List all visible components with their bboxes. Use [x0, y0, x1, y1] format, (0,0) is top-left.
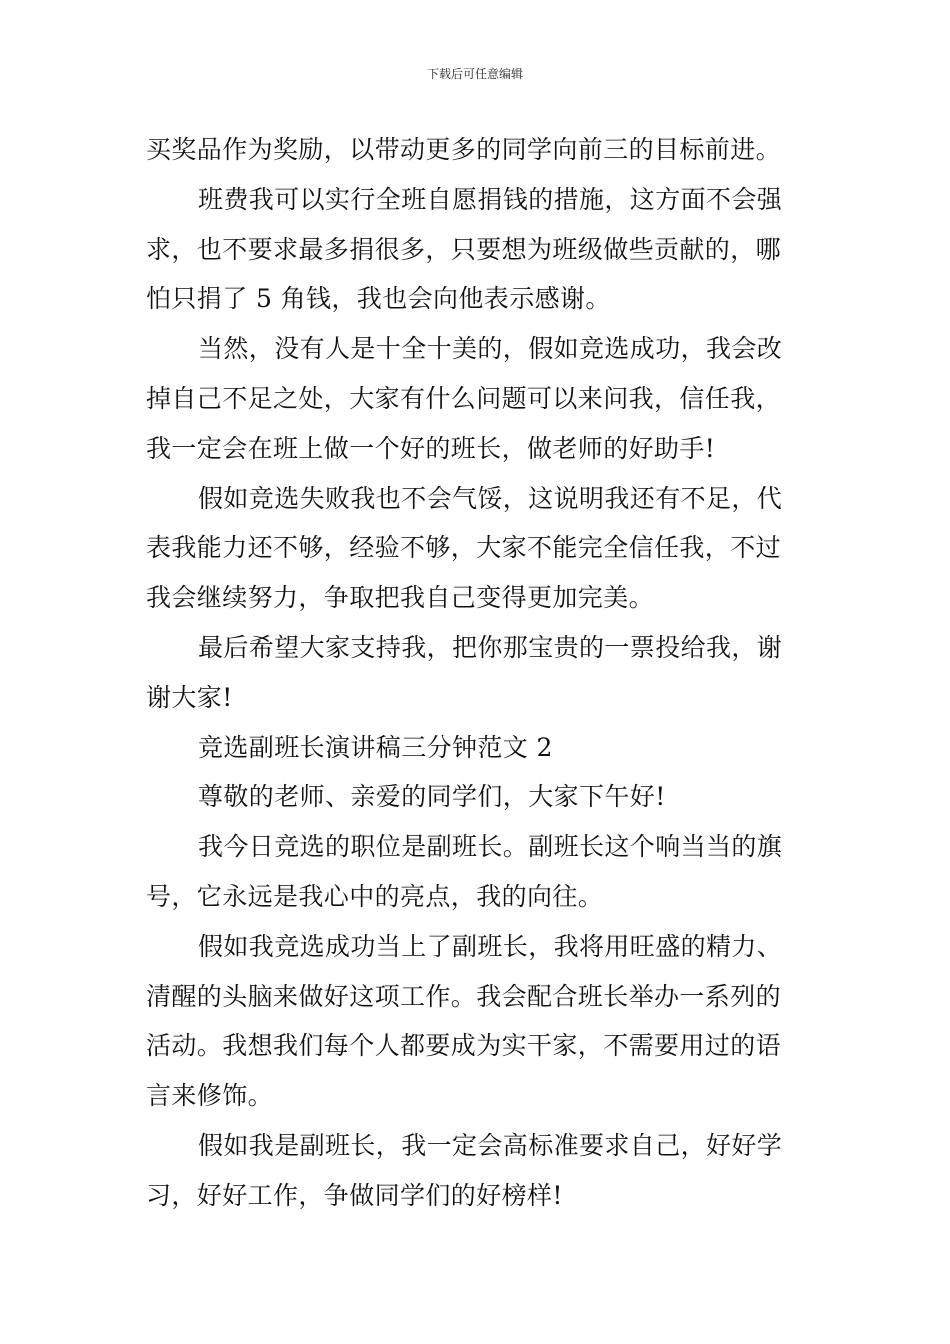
text-line: 怕只捐了 5 角钱，我也会向他表示感谢。 [146, 284, 611, 314]
text-line: 求，也不要求最多捐很多，只要想为班级做些贡献的，哪 [146, 234, 782, 264]
page-header: 下载后可任意编辑 [426, 67, 523, 81]
text-line: 假如竞选失败我也不会气馁，这说明我还有不足，代 [198, 483, 783, 513]
text-line: 清醒的头脑来做好这项工作。我会配合班长举办一系列的 [146, 981, 782, 1011]
document-body [146, 125, 806, 1221]
text-line: 活动。我想我们每个人都要成为实干家，不需要用过的语 [146, 1031, 782, 1061]
text-line: 最后希望大家支持我，把你那宝贵的一票投给我，谢 [198, 632, 783, 662]
text-line: 谢大家! [146, 682, 233, 712]
text-line: 班费我可以实行全班自愿捐钱的措施，这方面不会强 [198, 184, 783, 214]
text-line: 买奖品作为奖励，以带动更多的同学向前三的目标前进。 [146, 135, 782, 164]
text-line: 我今日竞选的职位是副班长。副班长这个响当当的旗 [198, 832, 783, 862]
text-line: 我会继续努力，争取把我自己变得更加完美。 [146, 583, 655, 613]
greeting-line: 尊敬的老师、亲爱的同学们，大家下午好! [198, 782, 666, 812]
text-line: 假如我竞选成功当上了副班长，我将用旺盛的精力、 [198, 931, 783, 961]
section-title: 竞选副班长演讲稿三分钟范文 2 [198, 732, 553, 762]
text-line: 当然，没有人是十全十美的，假如竞选成功，我会改 [198, 334, 783, 364]
text-line: 习，好好工作，争做同学们的好榜样! [146, 1180, 563, 1210]
text-line: 表我能力还不够，经验不够，大家不能完全信任我，不过 [146, 533, 782, 563]
text-line: 言来修饰。 [146, 1081, 274, 1111]
text-line: 号，它永远是我心中的亮点，我的向往。 [146, 881, 604, 911]
text-line: 我一定会在班上做一个好的班长，做老师的好助手! [146, 433, 716, 463]
text-line: 掉自己不足之处，大家有什么问题可以来问我，信任我， [146, 383, 782, 413]
text-line: 假如我是副班长，我一定会高标准要求自己，好好学 [198, 1130, 783, 1160]
